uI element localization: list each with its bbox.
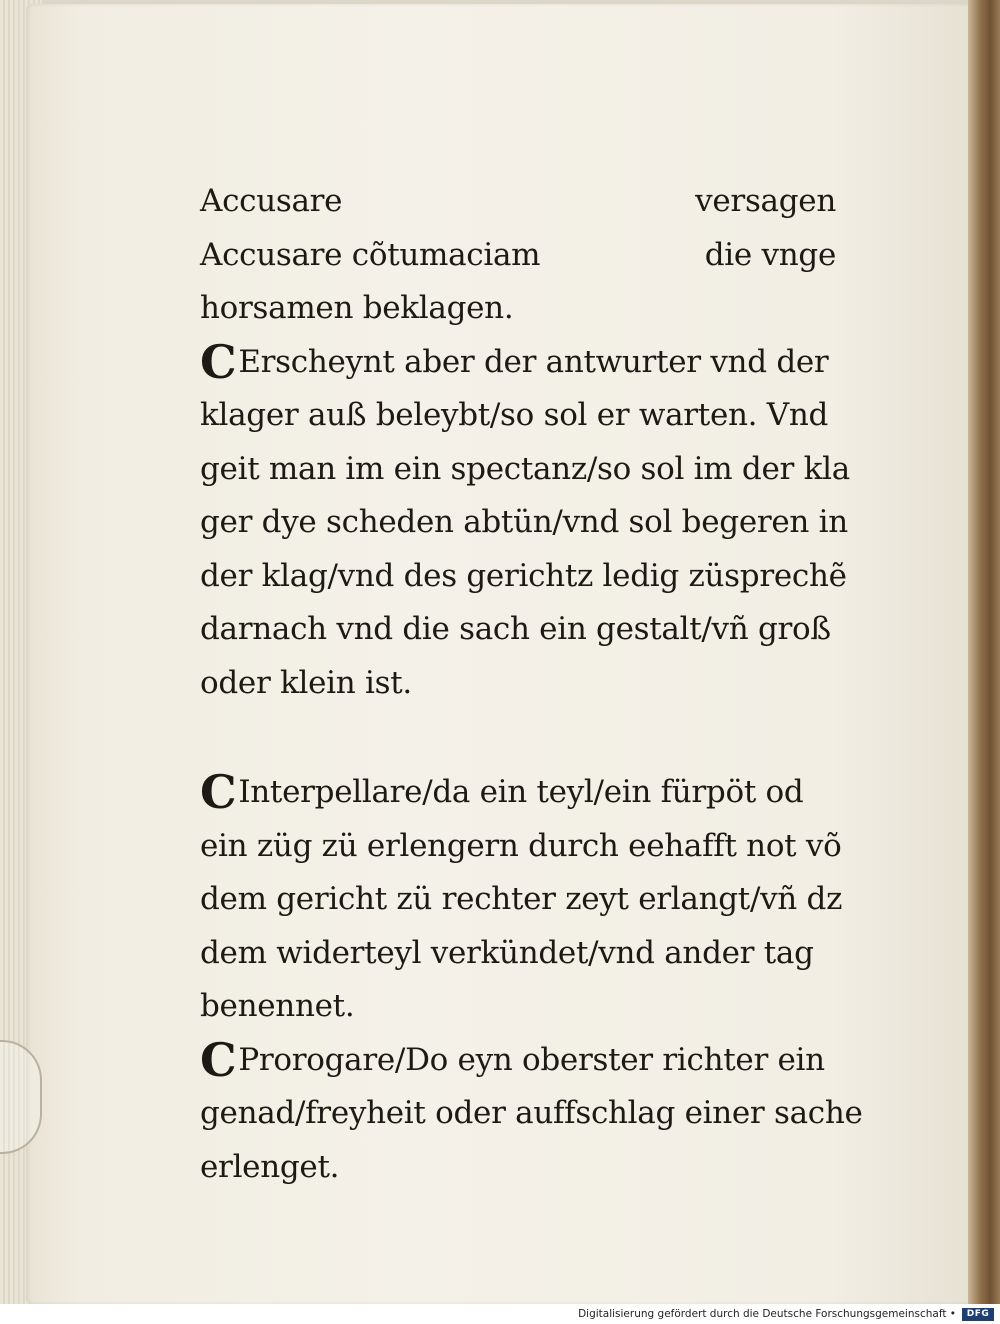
line-text: Interpellare/da ein teyl/ein fürpöt od [238, 774, 804, 810]
paragraph-mark: C [200, 1032, 237, 1087]
book-spine [968, 0, 1000, 1304]
line-text: Prorogare/Do eyn oberster richter ein [238, 1041, 825, 1078]
text-line [200, 336, 840, 390]
text-line: ein züg zü erlengern durch eehafft not võ [200, 827, 842, 864]
lemma-right: die vnge [704, 236, 836, 273]
lemma-right: versagen [695, 183, 836, 219]
page-text [200, 175, 863, 1194]
paragraph-mark: C [200, 765, 237, 819]
text-line: erlenget. [200, 1148, 340, 1185]
text-line: darnach vnd die sach ein gestalt/vñ groß [200, 611, 831, 647]
text-line [200, 1034, 840, 1088]
text-line: klager auß beleybt/so sol er warten. Vnd [200, 397, 829, 433]
text-line: genad/freyheit oder auffschlag einer sache [200, 1095, 863, 1131]
text-line [200, 175, 840, 229]
lemma-left: Accusare [200, 183, 343, 219]
text-line [200, 766, 840, 820]
text-line: horsamen beklagen. [200, 290, 514, 326]
dfg-logo-icon: DFG [962, 1308, 994, 1321]
lemma-left: Accusare cõtumaciam [200, 236, 541, 273]
footer-bar [0, 1304, 1000, 1324]
paragraph-mark: C [200, 334, 237, 389]
text-line: der klag/vnd des gerichtz ledig züsprechẽ [200, 557, 847, 594]
text-line: benennet. [200, 988, 355, 1024]
line-text: Erscheynt aber der antwurter vnd der [238, 343, 829, 380]
text-line: ger dye scheden abtün/vnd sol begeren in [200, 504, 848, 540]
funding-notice: Digitalisierung gefördert durch die Deutsche Forschungsgemeinschaft • [578, 1308, 956, 1320]
paragraph-gap [200, 710, 840, 766]
text-line: dem gericht zü rechter zeyt erlangt/vñ dz [200, 881, 843, 917]
text-line: geit man im ein spectanz/so sol im der kla [200, 450, 850, 487]
text-line: oder klein ist. [200, 664, 412, 701]
text-line: dem widerteyl verkündet/vnd ander tag [200, 934, 814, 971]
text-line [200, 229, 840, 283]
